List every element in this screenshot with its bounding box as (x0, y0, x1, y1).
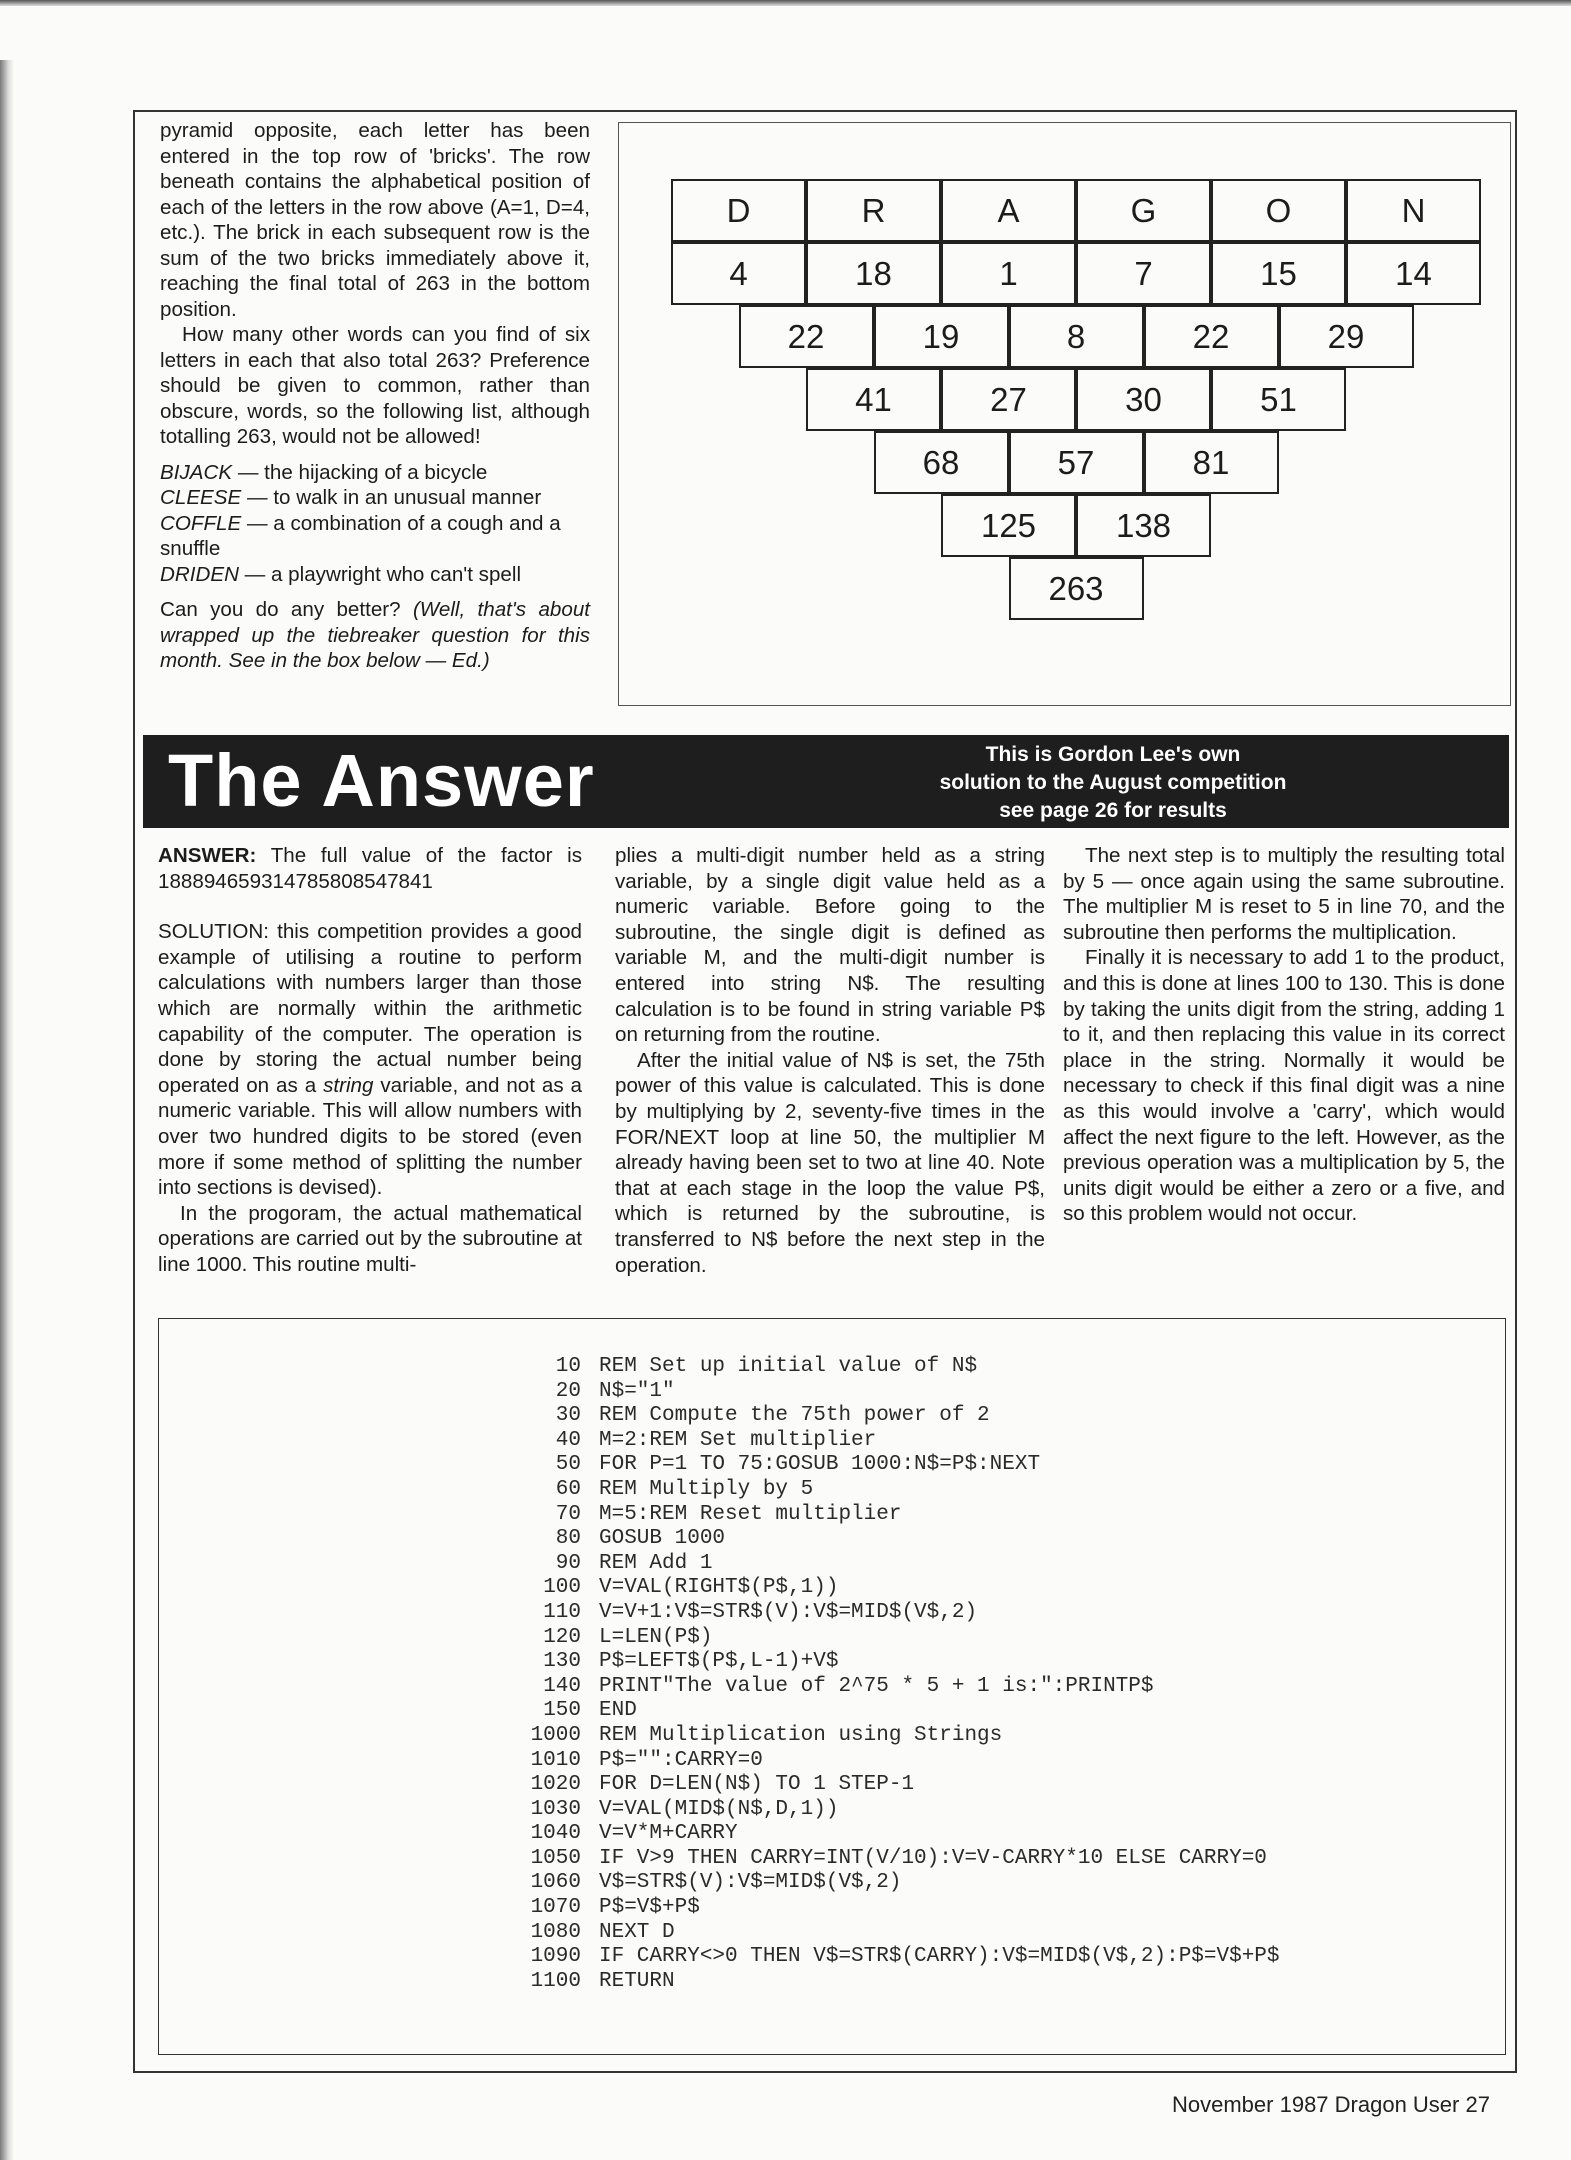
code-line (169, 1773, 1280, 1798)
example-definition: — the hijacking of a bicycle (232, 460, 488, 484)
line-number: 30 (555, 1404, 581, 1428)
code-statement: RETURN (599, 1969, 675, 1993)
example-definition: — a combination of a cough and a snuffle (160, 511, 561, 560)
code-statement: REM Set up initial value of N$ (599, 1355, 978, 1378)
code-line (169, 1552, 1280, 1577)
code-line (169, 1896, 1280, 1921)
code-statement: REM Compute the 75th power of 2 (599, 1404, 990, 1428)
code-line (169, 1576, 1280, 1601)
code-line (169, 1429, 1280, 1454)
line-number: 1040 (530, 1822, 581, 1846)
line-number: 70 (555, 1502, 581, 1526)
line-number: 60 (555, 1477, 581, 1501)
code-line (169, 1453, 1280, 1478)
section-banner (143, 735, 1509, 828)
line-number: 100 (543, 1576, 581, 1600)
code-statement: END (599, 1699, 637, 1723)
solution-text: SOLUTION: this competition provides a good example of utilising a routine to perform calculations with numbers larger than those which are normally within the arithmetic capability of the computer. The operation is done by storing the actual number being operated on as a (158, 920, 582, 1097)
example-item (160, 460, 590, 486)
code-statement: REM Add 1 (599, 1551, 713, 1575)
code-statement: P$="":CARRY=0 (599, 1748, 763, 1772)
code-statement: V$=STR$(V):V$=MID$(V$,2) (599, 1871, 902, 1895)
pyramid-letter-brick: O (1211, 179, 1346, 242)
next-step-paragraph: The next step is to multiply the resulting total by 5 — once again using the same subroutine. The multiplier M is reset to 5 in line 70, and the subroutine then performs the multiplication. (1063, 844, 1505, 944)
line-number: 1010 (530, 1748, 581, 1772)
line-number: 1030 (530, 1797, 581, 1821)
code-statement: L=LEN(P$) (599, 1625, 713, 1649)
example-definition: — to walk in an unusual manner (241, 486, 542, 509)
pyramid-number-brick: 68 (874, 431, 1009, 494)
pyramid-number-brick: 22 (1144, 305, 1279, 368)
code-statement: V=V*M+CARRY (599, 1822, 738, 1846)
code-statement: IF CARRY<>0 THEN V$=STR$(CARRY):V$=MID$(V$,2):P$=V$+P$ (599, 1945, 1280, 1969)
pyramid-number-brick: 57 (1009, 431, 1144, 494)
intro-paragraph: pyramid opposite, each letter has been entered in the top row of 'bricks'. The row beneath contains the alphabetical position of each of the letters in the row above (A=1, D=4, etc.). The brick in each subsequent row is the sum of the two bricks immediately above it, reaching the final total of 263 in the bottom position. (160, 119, 590, 321)
code-line (169, 1478, 1280, 1503)
pyramid-letter-brick: N (1346, 179, 1481, 242)
example-word: BIJACK (160, 460, 233, 484)
banner-title: The Answer (168, 739, 595, 822)
example-item (160, 485, 590, 511)
code-line (169, 1847, 1280, 1872)
pyramid-letter-brick: R (806, 179, 941, 242)
code-line (169, 1970, 1280, 1995)
word-pyramid-figure (618, 122, 1511, 706)
code-statement: P$=V$+P$ (599, 1896, 700, 1920)
code-statement: N$="1" (599, 1379, 675, 1403)
code-line (169, 1822, 1280, 1847)
solution-paragraph (158, 919, 582, 1201)
article-column-1 (158, 843, 582, 1278)
line-number: 140 (543, 1674, 581, 1698)
banner-subtitle-line: This is Gordon Lee's own (985, 743, 1241, 766)
program-listing (169, 1355, 1280, 1994)
line-number: 1020 (530, 1773, 581, 1797)
line-number: 80 (555, 1527, 581, 1551)
pyramid-number-brick: 4 (671, 242, 806, 305)
program-text-part: In the progoram, the actual mathematical operations are carried out by the subroutine at line 1000. This routine multi- (158, 1201, 582, 1276)
code-line (169, 1749, 1280, 1774)
code-line (169, 1699, 1280, 1724)
banner-subtitle-line: see page 26 for results (999, 799, 1227, 822)
article-column-3 (1063, 843, 1505, 1227)
code-statement: IF V>9 THEN CARRY=INT(V/10):V=V-CARRY*10 ELSE CARRY=0 (599, 1846, 1267, 1870)
pyramid-letter-brick: D (671, 179, 806, 242)
code-line (169, 1650, 1280, 1675)
program-paragraph (158, 1201, 582, 1278)
code-line (169, 1921, 1280, 1946)
code-line (169, 1626, 1280, 1651)
pyramid-number-brick: 30 (1076, 368, 1211, 431)
code-statement: NEXT D (599, 1920, 675, 1944)
line-number: 1070 (530, 1896, 581, 1920)
code-statement: FOR P=1 TO 75:GOSUB 1000:N$=P$:NEXT (599, 1453, 1041, 1477)
line-number: 1080 (530, 1920, 581, 1944)
code-line (169, 1724, 1280, 1749)
intro-paragraph: How many other words can you find of six letters in each that also total 263? Preference should be given to common, rather than obscure, words, so the following list, although totalling 263, would not be allowed! (160, 323, 590, 448)
line-number: 1060 (530, 1871, 581, 1895)
code-line (169, 1527, 1280, 1552)
code-statement: M=5:REM Reset multiplier (599, 1502, 902, 1526)
code-statement: V=VAL(MID$(N$,D,1)) (599, 1797, 839, 1821)
code-statement: V=V+1:V$=STR$(V):V$=MID$(V$,2) (599, 1600, 978, 1624)
code-line (169, 1945, 1280, 1970)
line-number: 1090 (530, 1945, 581, 1969)
code-statement: REM Multiplication using Strings (599, 1723, 1003, 1747)
pyramid-number-brick: 263 (1009, 557, 1144, 620)
line-number: 20 (555, 1379, 581, 1403)
program-paragraph-continued (615, 843, 1045, 1048)
line-number: 90 (555, 1551, 581, 1575)
pyramid-number-brick: 1 (941, 242, 1076, 305)
code-statement: FOR D=LEN(N$) TO 1 STEP-1 (599, 1773, 915, 1797)
pyramid-letter-brick: A (941, 179, 1076, 242)
code-line (169, 1798, 1280, 1823)
intro-question (160, 597, 590, 674)
page-footer: November 1987 Dragon User 27 (1172, 2092, 1490, 2117)
pyramid-number-brick: 125 (941, 494, 1076, 557)
after-paragraph: After the initial value of N$ is set, the 75th power of this value is calculated. This is done by multiplying by 2, seventy-five times in the FOR/NEXT loop at line 50, the multiplier M already having been set to two at line 40. Note that at each stage in the loop the value P$, which is returned by the subroutine, is transferred to N$ before the next step in the operation. (615, 1048, 1045, 1277)
code-line (169, 1503, 1280, 1528)
pyramid-number-brick: 19 (874, 305, 1009, 368)
code-line (169, 1675, 1280, 1700)
page-edge-shadow (0, 0, 1571, 6)
article-column-2 (615, 843, 1045, 1278)
pyramid-letter-brick: G (1076, 179, 1211, 242)
pyramid-number-brick: 27 (941, 368, 1076, 431)
pyramid-number-brick: 15 (1211, 242, 1346, 305)
program-text-part: plies a multi-digit number held as a string variable, by a single digit value held as a numeric variable. Before going to the subroutine, the single digit is defined as variable M, and the multi-digit number is entered into string N$. The resulting calculation is to be found in string variable P$ on returning from the routine. (615, 844, 1045, 1047)
banner-subtitle (863, 741, 1363, 825)
code-statement: REM Multiply by 5 (599, 1477, 814, 1501)
pyramid-number-brick: 14 (1346, 242, 1481, 305)
pyramid-number-brick: 29 (1279, 305, 1414, 368)
example-item (160, 511, 590, 562)
code-statement: PRINT"The value of 2^75 * 5 + 1 is:":PRINTP$ (599, 1674, 1154, 1698)
example-word: DRIDEN (160, 562, 239, 586)
line-number: 1100 (530, 1969, 581, 1993)
binding-shadow (0, 60, 14, 2160)
solution-emphasis: string (323, 1073, 374, 1097)
pyramid-number-brick: 7 (1076, 242, 1211, 305)
question-text: Can you do any better? (160, 598, 413, 621)
answer-paragraph (158, 843, 582, 894)
pyramid-number-brick: 51 (1211, 368, 1346, 431)
code-line (169, 1601, 1280, 1626)
example-item (160, 562, 590, 588)
code-line (169, 1871, 1280, 1896)
answer-text: The full value of the factor is 188894659314785808547841 (158, 844, 582, 893)
code-statement: P$=LEFT$(P$,L-1)+V$ (599, 1650, 839, 1674)
line-number: 120 (543, 1625, 581, 1649)
intro-text (160, 118, 590, 674)
code-statement: V=VAL(RIGHT$(P$,1)) (599, 1576, 839, 1600)
answer-label: ANSWER: (158, 844, 257, 867)
pyramid-number-brick: 138 (1076, 494, 1211, 557)
line-number: 10 (555, 1355, 581, 1378)
example-list (160, 460, 590, 588)
editor-note: (Well, that's about wrapped up the tiebreaker question for this month. See in the box below — Ed.) (160, 598, 590, 672)
example-word: CLEESE (160, 486, 242, 509)
banner-subtitle-line: solution to the August competition (939, 771, 1287, 794)
pyramid-number-brick: 8 (1009, 305, 1144, 368)
line-number: 1000 (530, 1723, 581, 1747)
pyramid-number-brick: 41 (806, 368, 941, 431)
line-number: 110 (543, 1600, 581, 1624)
pyramid-number-brick: 22 (739, 305, 874, 368)
pyramid-number-brick: 18 (806, 242, 941, 305)
code-line (169, 1404, 1280, 1429)
line-number: 150 (543, 1699, 581, 1723)
line-number: 1050 (530, 1846, 581, 1870)
code-statement: M=2:REM Set multiplier (599, 1428, 877, 1452)
code-statement: GOSUB 1000 (599, 1527, 726, 1551)
final-paragraph: Finally it is necessary to add 1 to the product, and this is done at lines 100 to 130. This is done by taking the units digit from the string, adding 1 to it, and then replacing this value in its correct place in the string. Normally it would be necessary to check if this final digit was a nine as this would involve a 'carry', which would affect the next figure to the left. However, as the previous operation was a multiplication by 5, the units digit would be either a zero or a five, and so this problem would not occur. (1063, 946, 1505, 1226)
line-number: 40 (555, 1428, 581, 1452)
code-line (169, 1380, 1280, 1405)
program-listing-box (158, 1318, 1506, 2055)
line-number: 130 (543, 1650, 581, 1674)
solution-text-continued: variable, and not as a numeric variable. This will allow numbers with over two hundred digits to be stored (even more if some method of splitting the number into sections is devised). (158, 1073, 583, 1200)
code-line (169, 1355, 1280, 1380)
pyramid-number-brick: 81 (1144, 431, 1279, 494)
example-word: COFFLE (160, 511, 242, 535)
line-number: 50 (555, 1453, 581, 1477)
example-definition: — a playwright who can't spell (238, 562, 522, 586)
